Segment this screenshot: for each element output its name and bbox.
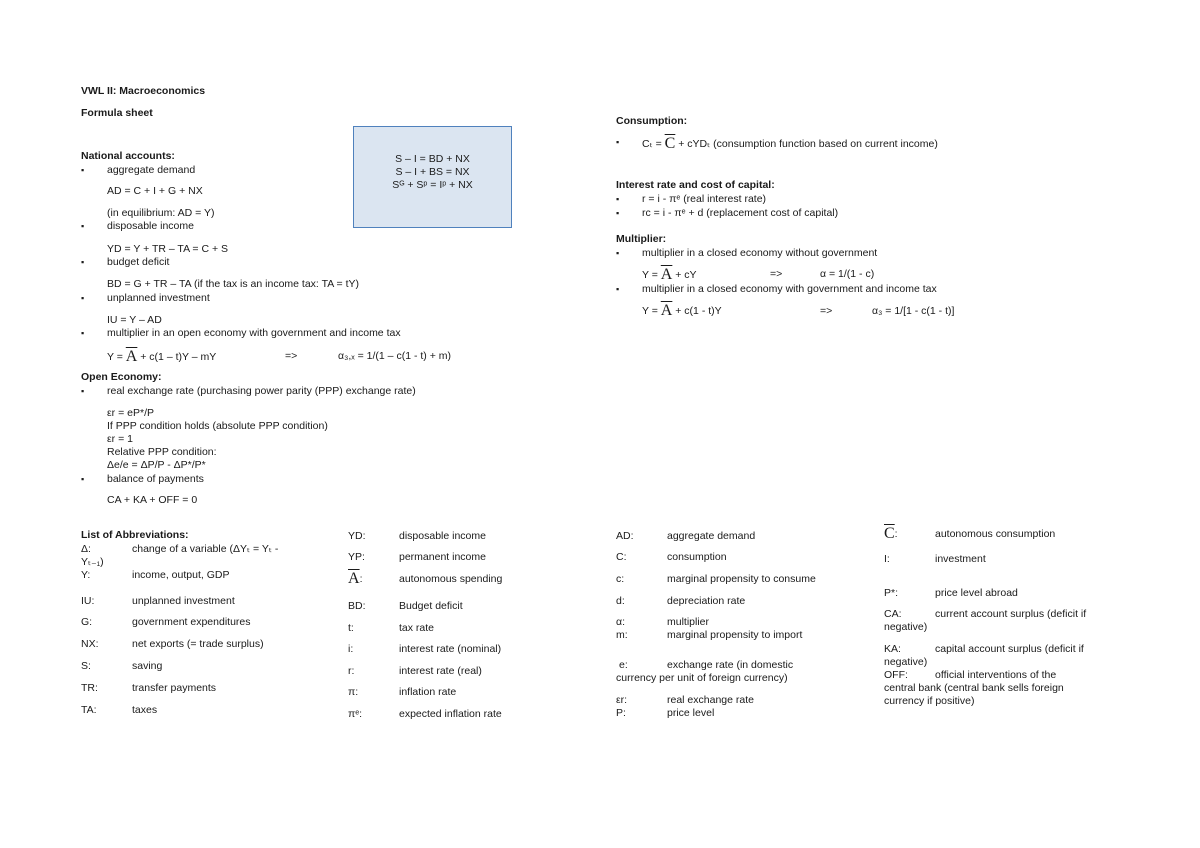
oe-formula-bop: CA + KA + OFF = 0 bbox=[107, 494, 198, 506]
na-item-disposable-income: ▪ disposable income bbox=[107, 220, 194, 233]
abbr-key: P: bbox=[616, 707, 626, 719]
abbr-value: net exports (= trade surplus) bbox=[132, 638, 264, 650]
interest-item-real: ▪ r = i - πᵉ (real interest rate) bbox=[642, 193, 766, 206]
abbr-value: unplanned investment bbox=[132, 595, 235, 607]
abbr-value: price level bbox=[667, 707, 715, 719]
document-title: VWL II: Macroeconomics bbox=[81, 85, 206, 97]
abbr-key: YP: bbox=[348, 551, 365, 563]
abbr-key: OFF: bbox=[884, 669, 908, 681]
multiplier-formula-gov: $Y = \overline{A} + c(1 - t)Y$ bbox=[642, 302, 722, 319]
abbr-key: π: bbox=[348, 686, 359, 698]
multiplier-formula-closed: $Y = \overline{A}$ + cY bbox=[642, 266, 697, 283]
abbr-value-wrap: central bank (central bank sells foreign bbox=[884, 682, 1064, 694]
abbr-key: α: bbox=[616, 616, 625, 628]
abbr-value: interest rate (real) bbox=[399, 665, 482, 677]
abbr-value: current account surplus (deficit if bbox=[935, 608, 1087, 620]
abbr-value: inflation rate bbox=[399, 686, 457, 698]
abbr-key: d: bbox=[616, 595, 625, 607]
abbr-value: income, output, GDP bbox=[132, 569, 230, 581]
abbr-value: real exchange rate bbox=[667, 694, 754, 706]
abbr-key: πᵉ: bbox=[348, 708, 363, 720]
multiplier-result-gov: α₃ = 1/[1 - c(1 - t)] bbox=[872, 305, 955, 317]
abbr-key: t: bbox=[348, 622, 354, 634]
abbr-value-wrap: currency if positive) bbox=[884, 695, 975, 707]
multiplier-item-gov: ▪ multiplier in a closed economy with government and income tax bbox=[642, 283, 937, 296]
multiplier-heading: Multiplier: bbox=[616, 233, 667, 245]
abbr-key: YD: bbox=[348, 530, 366, 542]
abbr-value: interest rate (nominal) bbox=[399, 643, 502, 655]
interest-item-replacement: ▪ rc = i - πᵉ + d (replacement cost of capital) bbox=[642, 207, 838, 220]
oe-line-4: Relative PPP condition: bbox=[107, 446, 217, 458]
open-economy-heading: Open Economy: bbox=[81, 371, 162, 383]
consumption-formula: ▪ $C_t = \overline{C} + cYD_t$ (consumption function based on current income) bbox=[642, 136, 938, 151]
abbr-key: AD: bbox=[616, 530, 634, 542]
na-item-aggregate-demand: ▪ aggregate demand bbox=[107, 164, 195, 177]
abbr-value: multiplier bbox=[667, 616, 710, 628]
identity-line-3: Sᴳ + Sᵖ = Iᵖ + NX bbox=[392, 179, 473, 191]
abbr-value: tax rate bbox=[399, 622, 435, 634]
abbr-value-wrap: negative) bbox=[884, 621, 928, 633]
abbr-key: e: bbox=[619, 659, 628, 671]
abbr-key: TR: bbox=[81, 682, 98, 694]
abbr-value: official interventions of the bbox=[935, 669, 1057, 681]
na-result-open-multiplier: α₃,ₓ = 1/(1 – c(1 - t) + m) bbox=[338, 350, 451, 362]
na-item-budget-deficit: ▪ budget deficit bbox=[107, 256, 169, 269]
abbr-key: IU: bbox=[81, 595, 95, 607]
identity-box bbox=[353, 126, 512, 228]
abbr-value: depreciation rate bbox=[667, 595, 746, 607]
na-arrow: => bbox=[285, 350, 298, 362]
abbr-value: government expenditures bbox=[132, 616, 251, 628]
abbr-value: aggregate demand bbox=[667, 530, 756, 542]
autonomous-spending-symbol: $\overline{A}$ bbox=[125, 348, 138, 365]
na-item-open-multiplier: ▪ multiplier in an open economy with government and income tax bbox=[107, 327, 401, 340]
abbr-key: Δ: bbox=[81, 543, 91, 555]
abbr-value: change of a variable (ΔYₜ = Yₜ - bbox=[132, 543, 279, 555]
abbr-value: marginal propensity to consume bbox=[667, 573, 816, 585]
abbr-key: S: bbox=[81, 660, 91, 672]
national-accounts-heading: National accounts: bbox=[81, 150, 175, 162]
multiplier-arrow-2: => bbox=[820, 305, 833, 317]
abbr-key: εr: bbox=[616, 694, 628, 706]
na-formula-ad: AD = C + I + G + NX bbox=[107, 185, 203, 197]
abbr-key: r: bbox=[348, 665, 355, 677]
oe-item-real-exchange-rate: ▪ real exchange rate (purchasing power parity (PPP) exchange rate) bbox=[107, 385, 416, 398]
na-formula-open-multiplier: $Y = \overline{A} + c(1 - t)Y$ – mY bbox=[107, 348, 217, 365]
abbr-value: taxes bbox=[132, 704, 158, 716]
consumption-heading: Consumption: bbox=[616, 115, 688, 127]
abbr-key: CA: bbox=[884, 608, 902, 620]
abbr-value-wrap: negative) bbox=[884, 656, 928, 668]
autonomous-spending-symbol: $\overline{A}$ bbox=[660, 302, 673, 319]
abbr-key: TA: bbox=[81, 704, 97, 716]
abbr-key: KA: bbox=[884, 643, 901, 655]
abbr-key: c: bbox=[616, 573, 625, 585]
abbr-key: P*: bbox=[884, 587, 899, 599]
abbr-value: autonomous consumption bbox=[935, 528, 1056, 540]
abbr-value: transfer payments bbox=[132, 682, 217, 694]
abbr-value: exchange rate (in domestic bbox=[667, 659, 794, 671]
abbr-value: saving bbox=[132, 660, 163, 672]
abbr-key: NX: bbox=[81, 638, 99, 650]
abbr-value: capital account surplus (deficit if bbox=[935, 643, 1084, 655]
abbr-key: BD: bbox=[348, 600, 366, 612]
na-formula-bd: BD = G + TR – TA (if the tax is an income tax: TA = tY) bbox=[107, 278, 360, 290]
abbr-value: expected inflation rate bbox=[399, 708, 502, 720]
multiplier-result-closed: α = 1/(1 - c) bbox=[820, 268, 875, 280]
multiplier-arrow-1: => bbox=[770, 268, 783, 280]
autonomous-consumption-symbol: $\overline{C}$ bbox=[664, 135, 676, 152]
identity-line-2: S – I + BS = NX bbox=[395, 166, 470, 178]
document-subtitle: Formula sheet bbox=[81, 107, 153, 119]
abbr-value: autonomous spending bbox=[399, 573, 503, 585]
multiplier-item-closed: ▪ multiplier in a closed economy without government bbox=[642, 247, 877, 260]
na-formula-yd: YD = Y + TR – TA = C + S bbox=[107, 243, 229, 255]
oe-line-1: εr = eP*/P bbox=[107, 407, 154, 419]
abbr-value: disposable income bbox=[399, 530, 486, 542]
abbr-key: G: bbox=[81, 616, 93, 628]
na-formula-iu: IU = Y – AD bbox=[107, 314, 162, 326]
abbr-value: consumption bbox=[667, 551, 727, 563]
oe-line-3: εr = 1 bbox=[107, 433, 133, 445]
abbr-key: i: bbox=[348, 643, 354, 655]
abbr-value: investment bbox=[935, 553, 986, 565]
identity-line-1: S – I = BD + NX bbox=[395, 153, 470, 165]
interest-heading: Interest rate and cost of capital: bbox=[616, 179, 775, 191]
abbr-key: Y: bbox=[81, 569, 91, 581]
abbr-value-wrap: Yₜ₋₁) bbox=[81, 556, 104, 568]
abbr-key-autonomous-consumption: $\overline{C}$: bbox=[884, 525, 898, 542]
abbr-value: price level abroad bbox=[935, 587, 1018, 599]
na-item-unplanned-investment: ▪ unplanned investment bbox=[107, 292, 210, 305]
abbr-value: marginal propensity to import bbox=[667, 629, 803, 641]
abbr-key-autonomous-spending: $\overline{A}$: bbox=[348, 570, 363, 587]
oe-line-2: If PPP condition holds (absolute PPP condition) bbox=[107, 420, 328, 432]
abbr-value: permanent income bbox=[399, 551, 486, 563]
abbreviations-heading: List of Abbreviations: bbox=[81, 529, 189, 541]
abbr-key: C: bbox=[616, 551, 627, 563]
autonomous-spending-symbol: $\overline{A}$ bbox=[660, 266, 673, 283]
oe-line-5: Δe/e = ΔP/P - ΔP*/P* bbox=[107, 459, 206, 471]
abbr-value: Budget deficit bbox=[399, 600, 463, 612]
abbr-key: I: bbox=[884, 553, 890, 565]
abbr-value-wrap: currency per unit of foreign currency) bbox=[616, 672, 788, 684]
abbr-key: m: bbox=[616, 629, 628, 641]
oe-item-balance-of-payments: ▪ balance of payments bbox=[107, 473, 204, 486]
na-note-equilibrium: (in equilibrium: AD = Y) bbox=[107, 207, 215, 219]
